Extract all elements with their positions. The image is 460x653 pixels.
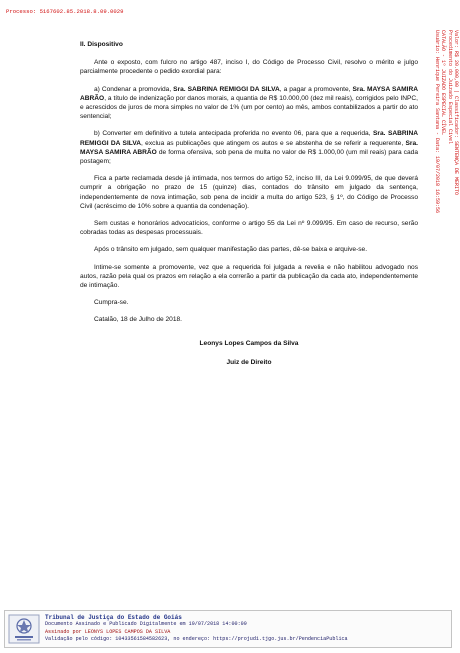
- footer-court-name: Tribunal de Justiça do Estado de Goiás: [45, 614, 182, 621]
- footer-signer-line: Assinado por LEONYS LOPES CAMPOS DA SILVA: [45, 628, 171, 635]
- stamp-line-value: Valor: R$ 20.000,00 | Classificador: SENTENÇA DE MÉRITO: [453, 30, 459, 196]
- footer-validation-line: Validação pelo código: 10433561584582623, no endereço: https://projudi.tjgo.jus.br/PendenciaPublica: [45, 636, 348, 643]
- paragraph-notification: Intime-se somente a promovente, vez que a requerida foi julgada a revelia e não habilitou advogado nos autos, razão pela qual os prazos em relação a ela correrão a partir da publicação da cada ato, independentemente de intimação.: [80, 263, 418, 290]
- digital-signature-footer: [4, 610, 452, 648]
- text-run: b) Converter em definitivo a tutela antecipada proferida no evento 06, para que a requerida,: [94, 130, 374, 138]
- footer-signed-line: Documento Assinado e Publicado Digitalmente em 19/07/2018 14:00:09: [45, 621, 247, 628]
- paragraph-archive: Após o trânsito em julgado, sem qualquer manifestação das partes, dê-se baixa e arquive-se.: [94, 246, 368, 254]
- paragraph-costs: Sem custas e honorários advocatícios, conforme o artigo 55 da Lei nº 9.099/95. Em caso de recurso, serão cobradas todas as despesas processuais.: [80, 220, 418, 237]
- text-run: , exclua as publicações que atingem os autos e se abstenha de se referir a requerente,: [141, 139, 406, 147]
- stamp-line-procedure: Procedimento do Juizado Especial Cível: [446, 30, 453, 145]
- text-run: , a pagar a promovente,: [279, 85, 353, 93]
- process-number: Processo: 5167602.85.2018.8.09.0029: [6, 8, 124, 15]
- paragraph-item-a: [80, 85, 418, 122]
- text-run: de forma ofensiva, sob pena de multa no valor de R$ 1.000,00 (um mil reais) para cada postagem;: [80, 148, 418, 166]
- party-name-defendant: Sra. SABRINA REMIGGI DA SILVA: [173, 85, 280, 93]
- court-seal-icon: [8, 614, 40, 644]
- party-name-defendant: Sra. SABRINA REMIGGI DA SILVA: [80, 130, 418, 147]
- party-name-plaintiff: Sra. MAYSA SAMIRA ABRÃO: [80, 139, 418, 156]
- text-run: , a título de indenização por danos morais, a quantia de R$ 10.000,00 (dez mil reais), corrigidos pelo INPC, e acrescidos de juros de mora simples no valor de 1% (um por cento) ao mês, ambos contabilizados a partir do ato sentencial;: [80, 94, 418, 121]
- closing-text: Cumpra-se.: [94, 299, 129, 307]
- party-name-plaintiff: Sra. MAYSA SAMIRA ABRÃO: [80, 85, 418, 102]
- side-stamp: [423, 30, 459, 330]
- signer-name: Leonys Lopes Campos da Silva: [199, 339, 299, 347]
- sentence-body: [80, 40, 418, 375]
- date-line: Catalão, 18 de Julho de 2018.: [94, 316, 182, 324]
- paragraph-item-b: [80, 129, 418, 166]
- stamp-line-court: CATALÃO - 1º JUIZADO ESPECIAL CÍVEL: [440, 30, 447, 136]
- paragraph-summons: Fica a parte reclamada desde já intimada, nos termos do artigo 52, inciso III, da Lei 9.099/95, de que deverá cumprir a obrigação no prazo de 15 (quinze) dias, contados do trânsito em julgado da sentença, independentemente de nova intimação, sob pena de incidir a multa do artigo 523, § 1º, do Código de Processo Civil (acréscimo de 10% sobre a quantia da condenação).: [80, 175, 418, 210]
- stamp-line-user: Usuário: Henrique Pereira Santana - Data: 19/07/2018 16:59:56: [434, 30, 441, 214]
- section-title: II. Dispositivo: [80, 41, 123, 48]
- text-run: a) Condenar a promovida,: [94, 85, 174, 93]
- signer-role: Juiz de Direito: [226, 358, 272, 366]
- paragraph-intro: Ante o exposto, com fulcro no artigo 487, inciso I, do Código de Processo Civil, resolvo o mérito e julgo parcialmente procedente o pedido exordial para:: [80, 59, 418, 76]
- footer-text-block: [45, 614, 348, 644]
